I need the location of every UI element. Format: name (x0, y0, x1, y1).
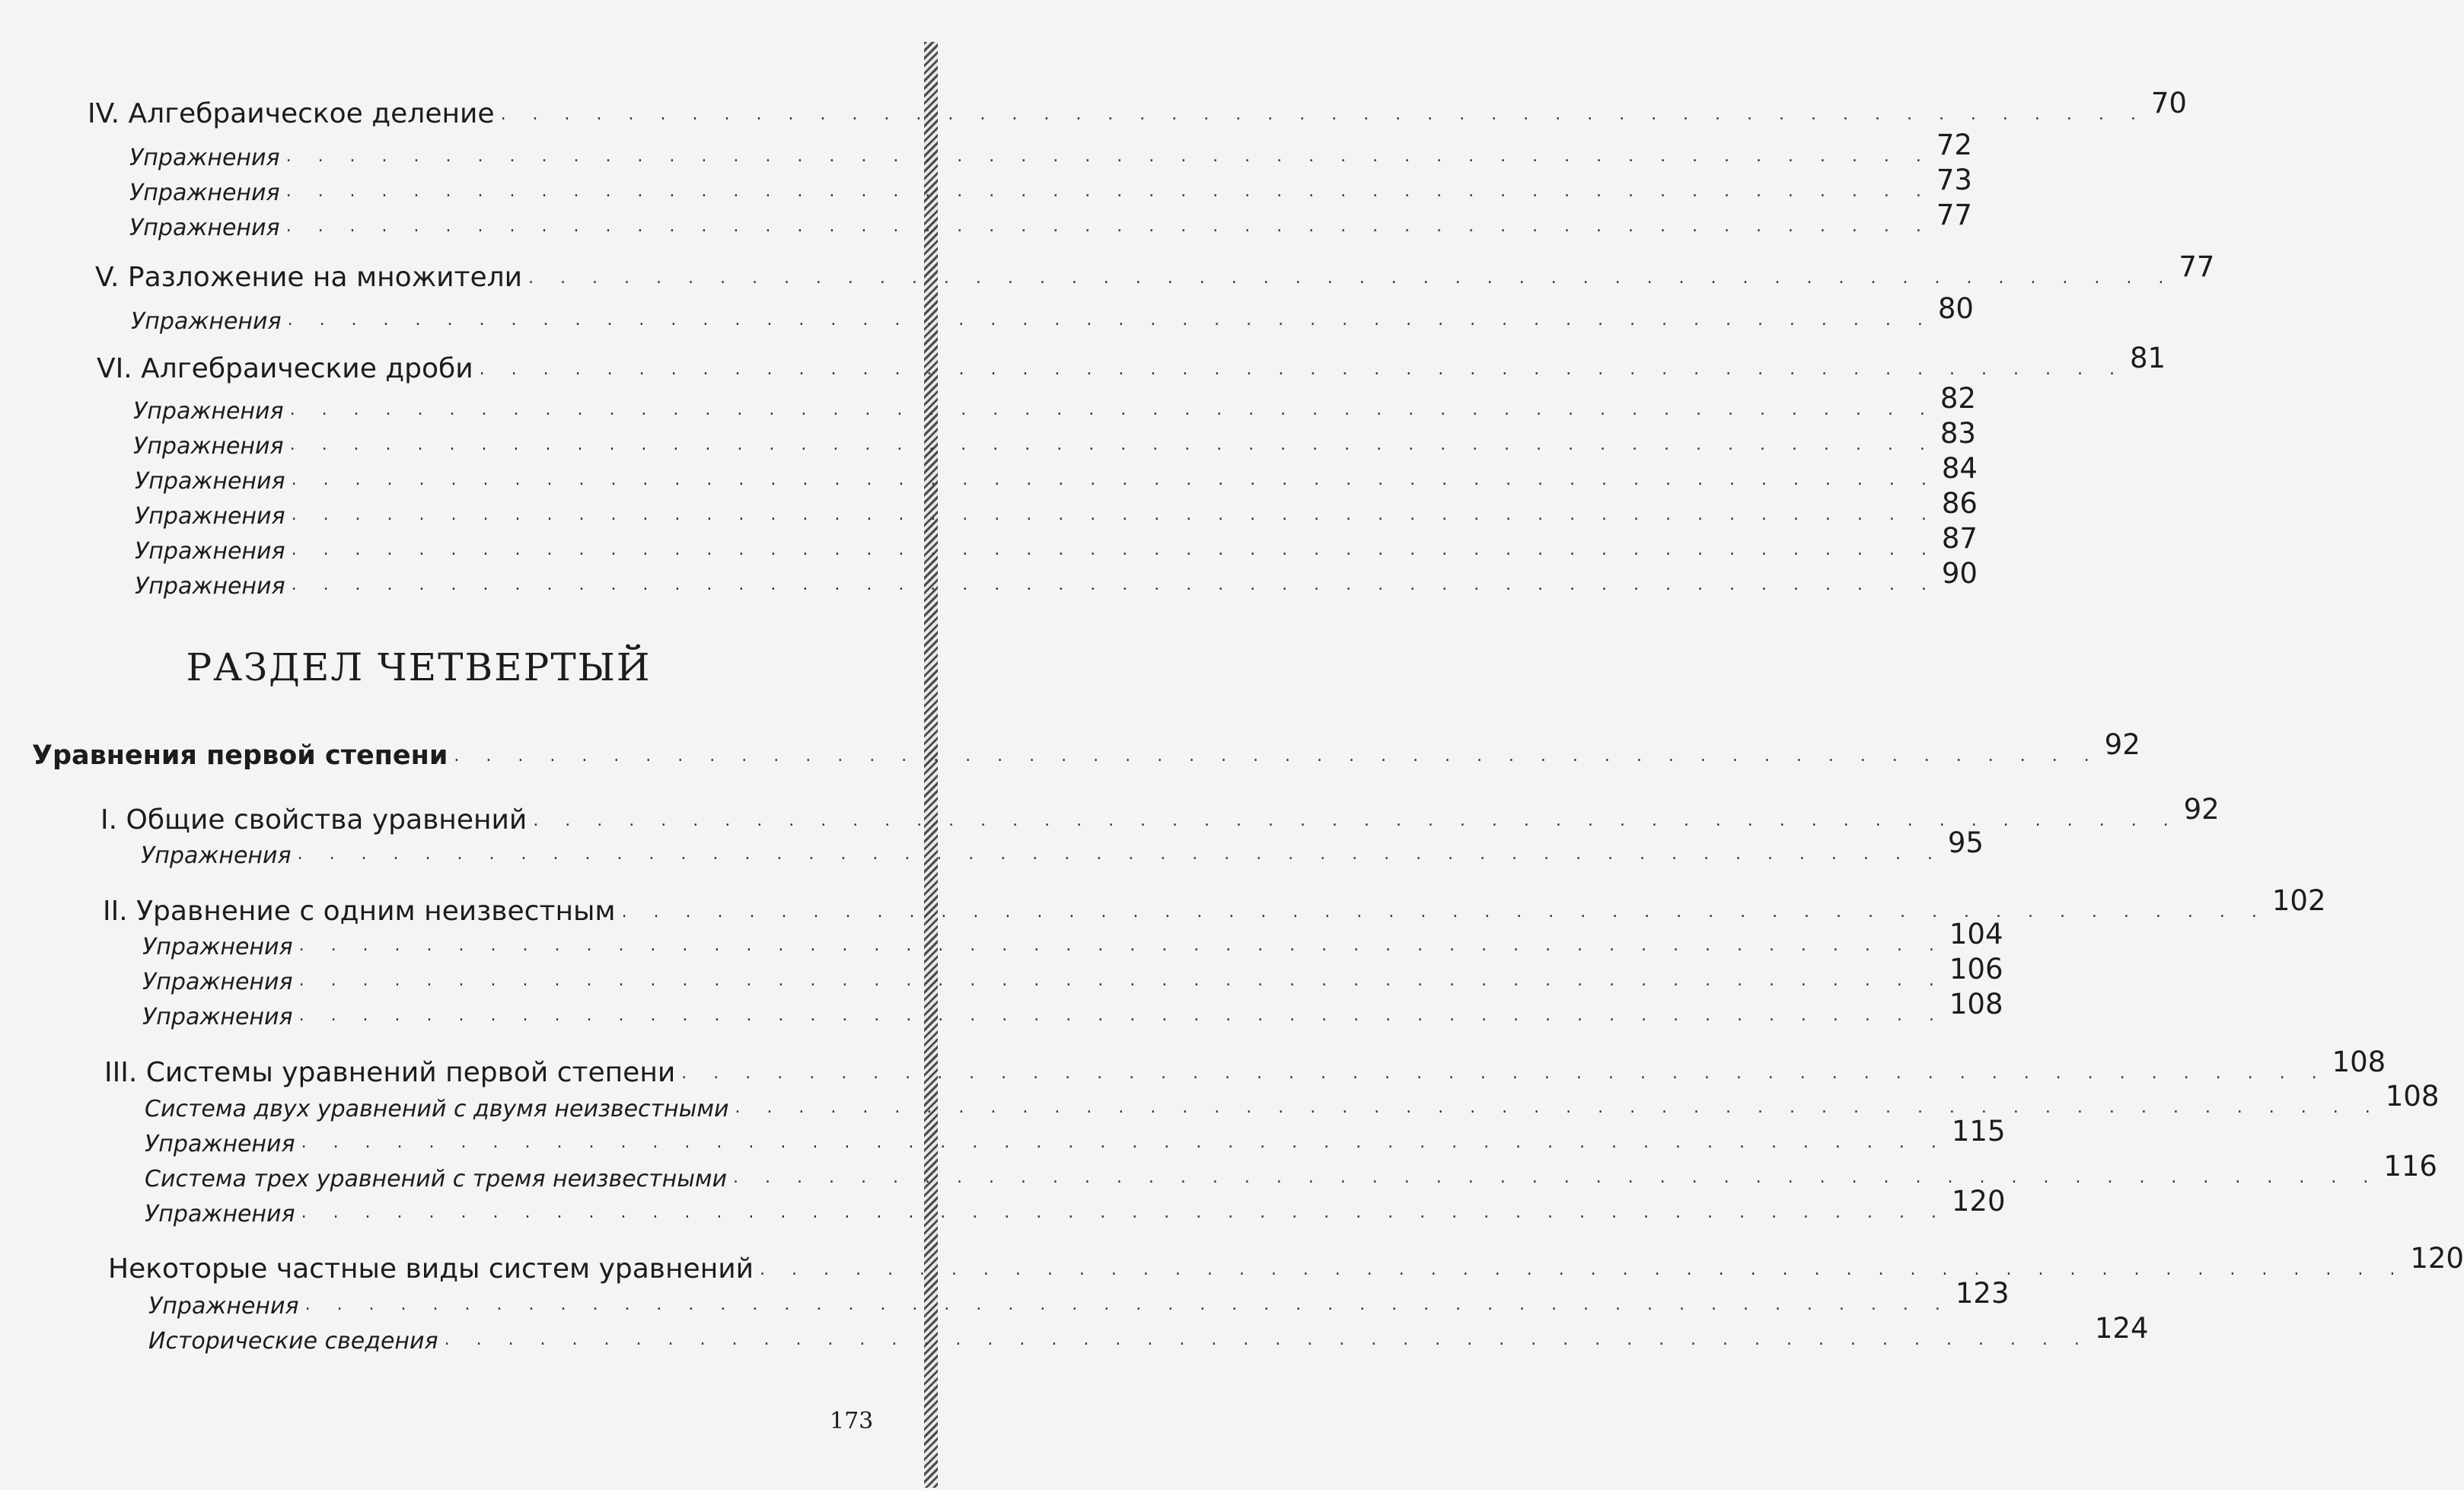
toc-page-number: 90 (1941, 557, 1978, 590)
dot-leader: . . . . . . . . . . . . . . . . . . . . . . . . . . . . . . . . . . . . . . . . . . . . . . . . . . . . (285, 217, 1932, 236)
toc-entry (88, 76, 2187, 129)
toc-entry (145, 1150, 2437, 1192)
toc-page-number: 108 (1949, 988, 2003, 1020)
toc-entry-title: Упражнения (135, 503, 285, 530)
toc-entry (129, 129, 1972, 171)
toc-entry-title: Уравнения первой степени (32, 740, 448, 771)
toc-entry (97, 331, 2166, 384)
dot-leader: . . . . . . . . . . . . . . . . . . . . . . . . . . . . . . . . . . . . . . . . . . . . . . . . . . . . (291, 575, 1937, 594)
toc-entry-title: Упражнения (129, 215, 280, 241)
dot-leader: . . . . . . . . . . . . . . . . . . . . . . . . . . . . . . . . . . . . . . . . . . . . . . . . . . . . (733, 1168, 2380, 1187)
toc-page-number: 104 (1949, 918, 2003, 950)
dot-leader: . . . . . . . . . . . . . . . . . . . . . . . . . . . . . . . . . . . . . . . . . . . . . . . . . . . . (479, 360, 2125, 379)
dot-leader: . . . . . . . . . . . . . . . . . . . . . . . . . . . . . . . . . . . . . . . . . . . . . . . . . . . . (500, 105, 2147, 124)
toc-page-number: 92 (2183, 793, 2220, 826)
toc-entry-title: Система двух уравнений с двумя неизвестными (145, 1096, 729, 1122)
dot-leader: . . . . . . . . . . . . . . . . . . . . . . . . . . . . . . . . . . . . . . . . . . . . . . . . . . . . (735, 1098, 2381, 1117)
toc-entry-title: Упражнения (145, 1201, 295, 1227)
dot-leader: . . . . . . . . . . . . . . . . . . . . . . . . . . . . . . . . . . . . . . . . . . . . . . . . . . . . (287, 310, 1933, 330)
toc-entry (103, 875, 2326, 927)
toc-entry (135, 522, 1978, 565)
toc-entry (148, 1277, 2010, 1320)
toc-page-number: 120 (1951, 1185, 2006, 1218)
toc-page-number: 116 (2383, 1150, 2437, 1183)
page-number: 173 (830, 1408, 874, 1434)
dot-leader: . . . . . . . . . . . . . . . . . . . . . . . . . . . . . . . . . . . . . . . . . . . . . . . . . . . . (681, 1064, 2328, 1083)
dot-leader: . . . . . . . . . . . . . . . . . . . . . . . . . . . . . . . . . . . . . . . . . . . . . . . . . . . . (301, 1203, 1947, 1222)
dot-leader: . . . . . . . . . . . . . . . . . . . . . . . . . . . . . . . . . . . . . . . . . . . . . . . . . . . . (298, 1006, 1945, 1025)
toc-page-number: 95 (1947, 826, 1984, 859)
toc-page-number: 77 (1936, 199, 1972, 231)
toc-entry (148, 1312, 2149, 1355)
dot-leader: . . . . . . . . . . . . . . . . . . . . . . . . . . . . . . . . . . . . . . . . . . . . . . . . . . . . (454, 747, 2100, 766)
dot-leader: . . . . . . . . . . . . . . . . . . . . . . . . . . . . . . . . . . . . . . . . . . . . . . . . . . . . (289, 400, 1936, 419)
toc-entry (95, 240, 2215, 293)
toc-entry-title: Упражнения (131, 308, 282, 335)
toc-entry-title: Упражнения (145, 1131, 295, 1157)
dot-leader: . . . . . . . . . . . . . . . . . . . . . . . . . . . . . . . . . . . . . . . . . . . . . . . . . . . . (760, 1260, 2406, 1279)
toc-entry-title: Упражнения (129, 145, 280, 171)
toc-entry-title: Упражнения (142, 934, 293, 960)
toc-entry (32, 719, 2140, 771)
toc-entry (141, 826, 1984, 869)
toc-entry (145, 1080, 2440, 1122)
toc-entry (142, 988, 2003, 1030)
toc-entry-title: Упражнения (133, 398, 284, 425)
toc-entry (135, 487, 1978, 530)
toc-page-number: 120 (2410, 1242, 2464, 1275)
toc-entry (145, 1115, 2006, 1157)
toc-entry (108, 1233, 2464, 1285)
toc-page-number: 124 (2094, 1312, 2149, 1345)
toc-entry-title: Исторические сведения (148, 1328, 438, 1355)
toc-entry (133, 382, 1976, 425)
dot-leader: . . . . . . . . . . . . . . . . . . . . . . . . . . . . . . . . . . . . . . . . . . . . . . . . . . . . (298, 936, 1945, 955)
toc-entry-title: Упражнения (142, 1004, 293, 1030)
dot-leader: . . . . . . . . . . . . . . . . . . . . . . . . . . . . . . . . . . . . . . . . . . . . . . . . . . . . (285, 147, 1932, 166)
toc-page-number: 123 (1955, 1277, 2010, 1310)
toc-entry (131, 292, 1974, 335)
dot-leader: . . . . . . . . . . . . . . . . . . . . . . . . . . . . . . . . . . . . . . . . . . . . . . . . . . . . (298, 971, 1945, 990)
dot-leader: . . . . . . . . . . . . . . . . . . . . . . . . . . . . . . . . . . . . . . . . . . . . . . . . . . . . (285, 182, 1932, 201)
toc-entry-title: Упражнения (142, 969, 293, 995)
toc-page-number: 81 (2129, 342, 2166, 374)
toc-entry (100, 784, 2220, 836)
toc-page-number: 83 (1940, 417, 1976, 450)
toc-entry-title: III. Системы уравнений первой степени (104, 1057, 676, 1088)
toc-entry-title: Упражнения (135, 468, 285, 495)
toc-entry-title: Система трех уравнений с тремя неизвестными (145, 1166, 728, 1192)
dot-leader: . . . . . . . . . . . . . . . . . . . . . . . . . . . . . . . . . . . . . . . . . . . . . . . . . . . . (621, 903, 2268, 922)
section-heading: РАЗДЕЛ ЧЕТВЕРТЫЙ (186, 645, 652, 689)
dot-leader: . . . . . . . . . . . . . . . . . . . . . . . . . . . . . . . . . . . . . . . . . . . . . . . . . . . . (304, 1295, 1951, 1314)
toc-page-number: 108 (2385, 1080, 2440, 1113)
toc-entry (129, 199, 1972, 241)
toc-page-number: 102 (2271, 884, 2326, 917)
toc-entry (142, 918, 2003, 960)
toc-entry-title: II. Уравнение с одним неизвестным (103, 896, 616, 927)
toc-page-number: 106 (1949, 953, 2003, 985)
toc-entry (104, 1036, 2386, 1088)
toc-entry (129, 164, 1972, 206)
toc-page-number: 82 (1940, 382, 1976, 415)
toc-entry-title: I. Общие свойства уравнений (100, 804, 528, 836)
toc-entry (135, 557, 1978, 600)
toc-page-number: 77 (2179, 250, 2215, 283)
toc-entry-title: V. Разложение на множители (95, 262, 523, 293)
toc-entry-title: Упражнения (129, 180, 280, 206)
toc-page-number: 84 (1941, 452, 1978, 485)
toc-page-number: 108 (2332, 1046, 2386, 1078)
toc-page-number: 72 (1936, 129, 1972, 161)
toc-entry-title: VI. Алгебраические дроби (97, 353, 473, 384)
dot-leader: . . . . . . . . . . . . . . . . . . . . . . . . . . . . . . . . . . . . . . . . . . . . . . . . . . . . (301, 1133, 1947, 1152)
dot-leader: . . . . . . . . . . . . . . . . . . . . . . . . . . . . . . . . . . . . . . . . . . . . . . . . . . . . (444, 1330, 2090, 1349)
toc-page-number: 92 (2104, 728, 2140, 761)
toc-entry-title: Упражнения (135, 538, 285, 565)
toc-entry (133, 417, 1976, 460)
dot-leader: . . . . . . . . . . . . . . . . . . . . . . . . . . . . . . . . . . . . . . . . . . . . . . . . . . . . (291, 540, 1937, 559)
toc-page-number: 80 (1937, 292, 1974, 325)
dot-leader: . . . . . . . . . . . . . . . . . . . . . . . . . . . . . . . . . . . . . . . . . . . . . . . . . . . . (291, 470, 1937, 489)
toc-page-number: 70 (2150, 87, 2187, 119)
toc-page-number: 87 (1941, 522, 1978, 555)
toc-entry-title: Упражнения (135, 573, 285, 600)
toc-entry (142, 953, 2003, 995)
toc-entry (145, 1185, 2006, 1227)
dot-leader: . . . . . . . . . . . . . . . . . . . . . . . . . . . . . . . . . . . . . . . . . . . . . . . . . . . . (297, 845, 1943, 864)
toc-entry-title: IV. Алгебраическое деление (88, 98, 495, 129)
toc-entry-title: Некоторые частные виды систем уравнений (108, 1253, 754, 1285)
toc-page-number: 115 (1951, 1115, 2006, 1148)
dot-leader: . . . . . . . . . . . . . . . . . . . . . . . . . . . . . . . . . . . . . . . . . . . . . . . . . . . . (528, 269, 2175, 288)
toc-entry-title: Упражнения (148, 1293, 299, 1320)
toc-entry-title: Упражнения (133, 433, 284, 460)
toc-page-number: 86 (1941, 487, 1978, 520)
dot-leader: . . . . . . . . . . . . . . . . . . . . . . . . . . . . . . . . . . . . . . . . . . . . . . . . . . . . (533, 811, 2179, 830)
toc-page-number: 73 (1936, 164, 1972, 196)
dot-leader: . . . . . . . . . . . . . . . . . . . . . . . . . . . . . . . . . . . . . . . . . . . . . . . . . . . . (289, 435, 1936, 454)
toc-entry (135, 452, 1978, 495)
dot-leader: . . . . . . . . . . . . . . . . . . . . . . . . . . . . . . . . . . . . . . . . . . . . . . . . . . . . (291, 505, 1937, 524)
toc-entry-title: Упражнения (141, 842, 292, 869)
